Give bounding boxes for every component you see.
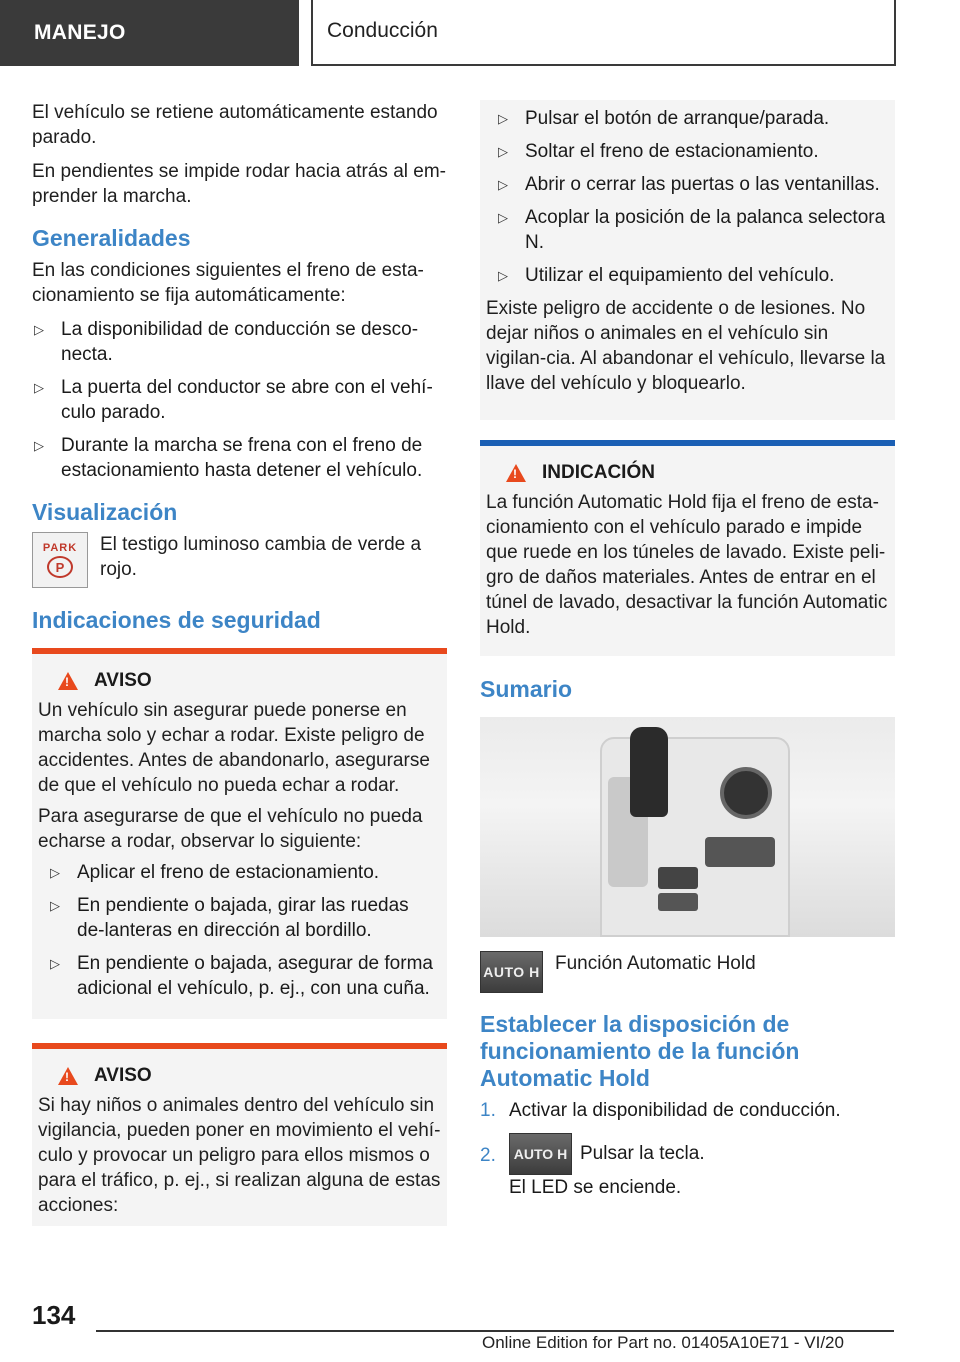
steps-list xyxy=(480,1098,895,1200)
note-text: La función Automatic Hold fija el freno de esta-cionamiento con el vehículo parado e impide que ruede en los túneles de lavado. Existe peli-gro de daños materiales. Antes de entrar en el túnel de lavado, desactivar la función Automatic Hold. xyxy=(486,492,888,638)
list-item: ▷ En pendiente o bajada, asegurar de forma adicional el vehículo, p. ej., con una cuña. xyxy=(50,953,433,999)
triangle-bullet-icon: ▷ xyxy=(498,111,508,126)
list-item: ▷ Utilizar el equipamiento del vehículo. xyxy=(498,265,835,286)
list-item: ▷ En pendiente o bajada, girar las ruedas de-lanteras en dirección al bordillo. xyxy=(50,895,409,941)
warning-text: Existe peligro de accidente o de lesiones. No dejar niños o animales en el vehículo sin vigilan-cia. Al abandonar el vehículo, llevarse la llave del vehículo y bloquearlo. xyxy=(486,298,886,394)
warning-triangle-icon xyxy=(58,1067,78,1085)
triangle-bullet-icon: ▷ xyxy=(498,177,508,192)
auto-hold-caption: Función Automatic Hold xyxy=(555,953,756,974)
note-box xyxy=(480,440,895,656)
auto-hold-caption-row xyxy=(480,951,895,993)
list-item: ▷ La disponibilidad de conducción se desco-necta. xyxy=(34,319,419,365)
warning-box xyxy=(32,1043,447,1226)
page-header xyxy=(0,0,960,66)
intro-paragraph: El vehículo se retiene automáticamente estando parado. xyxy=(32,102,438,148)
triangle-bullet-icon: ▷ xyxy=(50,956,60,971)
triangle-bullet-icon: ▷ xyxy=(498,144,508,159)
gear-selector xyxy=(630,727,668,817)
list-item: ▷ Abrir o cerrar las puertas o las ventanillas. xyxy=(498,174,880,195)
generalidades-list xyxy=(32,317,447,483)
step-item: 1. Activar la disponibilidad de conducción. xyxy=(480,1100,841,1121)
list-item: ▷ Durante la marcha se frena con el freno de estacionamiento hasta detener el vehículo. xyxy=(34,435,423,481)
heading-sumario: Sumario xyxy=(480,676,573,702)
list-item: ▷ Soltar el freno de estacionamiento. xyxy=(498,141,819,162)
warning-triangle-icon xyxy=(506,464,526,482)
triangle-bullet-icon: ▷ xyxy=(498,268,508,283)
heading-generalidades: Generalidades xyxy=(32,225,191,251)
generalidades-text: En las condiciones siguientes el freno de esta-cionamiento se fija automáticamente: xyxy=(32,260,424,306)
parking-brake-switch xyxy=(658,867,698,889)
list-item: ▷ Aplicar el freno de estacionamiento. xyxy=(50,862,380,883)
section-title: MANEJO xyxy=(0,0,299,66)
warning-list xyxy=(38,860,441,1001)
warning-box xyxy=(32,648,447,1019)
edition-text: Online Edition for Part no. 01405A10E71 - VI/20 xyxy=(482,1333,844,1352)
triangle-bullet-icon: ▷ xyxy=(50,898,60,913)
heading-establecer: Establecer la disposición de funcionamiento de la función Automatic Hold xyxy=(480,1011,800,1091)
warning-list xyxy=(486,106,889,288)
triangle-bullet-icon: ▷ xyxy=(34,380,44,395)
right-column xyxy=(480,100,895,1210)
heading-seguridad: Indicaciones de seguridad xyxy=(32,607,321,633)
auto-hold-button xyxy=(658,893,698,911)
list-item: ▷ La puerta del conductor se abre con el vehí-culo parado. xyxy=(34,377,433,423)
chapter-title: Conducción xyxy=(311,0,896,66)
triangle-bullet-icon: ▷ xyxy=(498,210,508,225)
triangle-bullet-icon: ▷ xyxy=(50,865,60,880)
auto-hold-icon: AUTO H xyxy=(509,1133,572,1175)
step-item: 2. AUTO H Pulsar la tecla. El LED se enciende. xyxy=(480,1133,895,1200)
step-sub-text: El LED se enciende. xyxy=(509,1177,682,1198)
park-indicator-icon: PARK P xyxy=(32,532,88,588)
warning-triangle-icon xyxy=(58,672,78,690)
intro-paragraph: En pendientes se impide rodar hacia atrás al em-prender la marcha. xyxy=(32,161,447,207)
triangle-bullet-icon: ▷ xyxy=(34,322,44,337)
warning-title: AVISO xyxy=(94,1065,152,1086)
warning-text: Para asegurarse de que el vehículo no pueda echarse a rodar, observar lo siguiente: xyxy=(38,806,423,852)
center-console-photo xyxy=(480,717,895,937)
list-item: ▷ Pulsar el botón de arranque/parada. xyxy=(498,108,830,129)
left-column xyxy=(32,100,447,1240)
note-title: INDICACIÓN xyxy=(542,462,655,483)
heading-visualizacion: Visualización xyxy=(32,499,178,525)
warning-text: Si hay niños o animales dentro del vehículo sin vigilancia, pueden poner en movimiento el vehí-culo y provocar un peligro para ellos mismos o para el tráfico, p. ej., si realizan alguna de estas acciones: xyxy=(38,1095,441,1216)
controller-buttons xyxy=(705,837,775,867)
warning-text: Un vehículo sin asegurar puede ponerse en marcha solo y echar a rodar. Existe peligro de accidentes. Antes de abandonarlo, asegurarse de que el vehículo no pueda echar a rodar. xyxy=(38,700,430,796)
warning-title: AVISO xyxy=(94,670,152,691)
idrive-controller xyxy=(720,767,772,819)
triangle-bullet-icon: ▷ xyxy=(34,438,44,453)
footer-divider xyxy=(96,1330,894,1332)
warning-box-continued xyxy=(480,100,895,420)
list-item: ▷ Acoplar la posición de la palanca selectora N. xyxy=(498,207,886,253)
visualizacion-text: El testigo luminoso cambia de verde a rojo. xyxy=(100,534,422,580)
visualizacion-row xyxy=(32,532,447,591)
auto-hold-icon: AUTO H xyxy=(480,951,543,993)
page-number: 134 xyxy=(32,1300,76,1330)
